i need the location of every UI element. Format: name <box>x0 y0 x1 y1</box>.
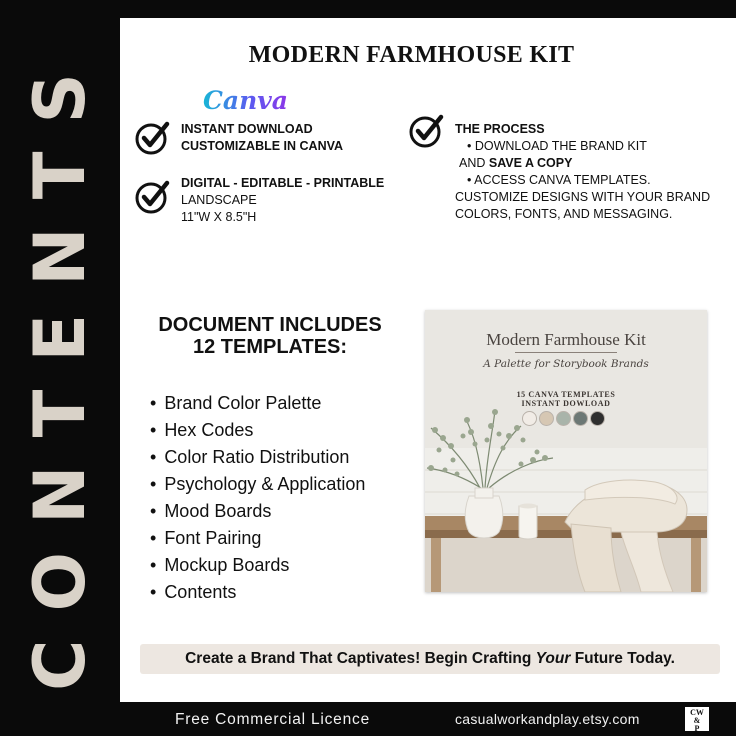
feature-line: INSTANT DOWNLOAD <box>181 122 313 136</box>
checkmark-icon <box>408 113 444 149</box>
process-title: THE PROCESS <box>455 122 545 136</box>
feature-line: 11"W X 8.5"H <box>181 210 257 224</box>
list-item: • Psychology & Application <box>150 471 365 498</box>
feature-line: LANDSCAPE <box>181 193 257 207</box>
list-item: • Mood Boards <box>150 498 365 525</box>
template-list <box>150 390 365 606</box>
logo-text: & <box>693 716 701 725</box>
feature-line: DIGITAL - EDITABLE - PRINTABLE <box>181 176 385 190</box>
footer <box>120 702 736 736</box>
feature-line: CUSTOMIZABLE IN CANVA <box>181 139 344 153</box>
cta-banner <box>140 644 720 674</box>
document-heading-line: 12 TEMPLATES: <box>192 336 348 358</box>
process-step: COLORS, FONTS, AND MESSAGING. <box>455 207 673 221</box>
logo-text: CW <box>690 708 704 717</box>
cta-text: Create a Brand That Captivates! Begin Crafting <box>185 650 536 667</box>
list-item: • Contents <box>150 579 365 606</box>
process-step: • ACCESS CANVA TEMPLATES. <box>467 173 651 187</box>
canva-logo: Canva <box>203 86 288 115</box>
process-step-text: AND <box>459 156 489 170</box>
list-item: • Brand Color Palette <box>150 390 365 417</box>
document-heading <box>120 314 420 358</box>
mockup-instant-download: INSTANT DOWLOAD <box>521 399 611 408</box>
feature-digital <box>181 175 384 226</box>
page-title: MODERN FARMHOUSE KIT <box>248 42 575 68</box>
color-swatch <box>539 411 554 426</box>
process-section <box>455 121 725 223</box>
cta-text: Future Today. <box>570 650 675 667</box>
feature-instant-download <box>181 121 343 155</box>
mockup-divider <box>515 352 617 353</box>
mockup-templates-count: 15 CANVA TEMPLATES <box>516 390 616 399</box>
color-swatch <box>573 411 588 426</box>
sidebar-contents-title: CONTENTS <box>19 45 101 691</box>
shop-url[interactable]: casualworkandplay.etsy.com <box>455 711 640 727</box>
color-swatch <box>590 411 605 426</box>
mockup-title: Modern Farmhouse Kit <box>486 330 646 349</box>
process-step-emphasis: SAVE A COPY <box>488 156 573 170</box>
sidebar <box>0 0 120 736</box>
color-swatches <box>522 411 605 426</box>
shop-logo <box>685 707 709 731</box>
content-panel <box>120 18 736 702</box>
document-heading-line: DOCUMENT INCLUDES <box>158 314 382 336</box>
mockup-subtitle: A Palette for Storybook Brands <box>483 358 649 370</box>
product-mockup-image <box>425 310 707 592</box>
process-step: CUSTOMIZE DESIGNS WITH YOUR BRAND <box>455 190 711 204</box>
checkmark-icon <box>134 179 170 215</box>
checkmark-icon <box>134 120 170 156</box>
process-step <box>455 155 725 172</box>
color-swatch <box>556 411 571 426</box>
cta-emphasis: Your <box>535 650 571 667</box>
list-item: • Color Ratio Distribution <box>150 444 365 471</box>
list-item: • Mockup Boards <box>150 552 365 579</box>
process-step: • DOWNLOAD THE BRAND KIT <box>467 139 647 153</box>
logo-text: P <box>694 724 700 733</box>
list-item: • Hex Codes <box>150 417 365 444</box>
licence-text: Free Commercial Licence <box>175 711 370 728</box>
list-item: • Font Pairing <box>150 525 365 552</box>
color-swatch <box>522 411 537 426</box>
